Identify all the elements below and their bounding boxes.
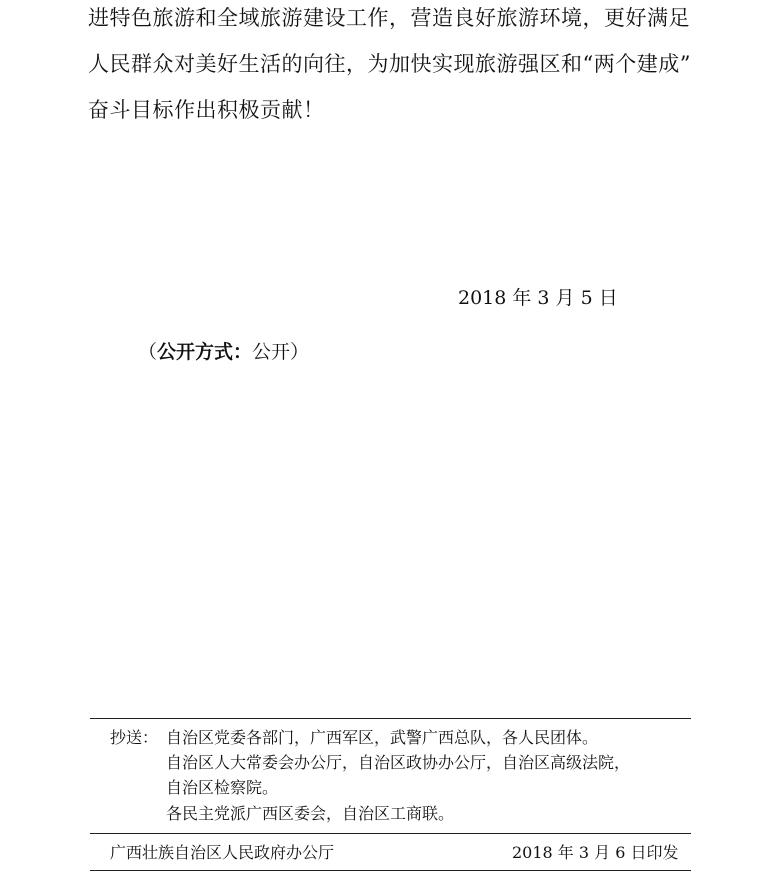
footer-bottom-rule bbox=[90, 870, 691, 871]
issue-date: 2018 年 3 月 6 日印发 bbox=[512, 843, 679, 862]
disclosure-value: 公开 bbox=[252, 341, 291, 363]
cc-recipients-line: 自治区党委各部门，广西军区，武警广西总队，各人民团体。 bbox=[166, 728, 599, 747]
cc-recipients-line: 自治区检察院。 bbox=[166, 778, 279, 797]
cc-label: 抄送： bbox=[110, 728, 159, 747]
cc-recipients-line: 各民主党派广西区委会，自治区工商联。 bbox=[166, 804, 455, 823]
cc-top-rule bbox=[90, 718, 691, 719]
body-text-line: 人民群众对美好生活的向往，为加快实现旅游强区和“两个建成” bbox=[88, 52, 691, 76]
disclosure-open-paren: （ bbox=[138, 341, 158, 363]
body-text-line: 奋斗目标作出积极贡献！ bbox=[88, 98, 325, 122]
footer-top-rule bbox=[90, 833, 691, 834]
disclosure-label: 公开方式： bbox=[157, 341, 253, 363]
issuing-office: 广西壮族自治区人民政府办公厅 bbox=[110, 843, 335, 862]
body-text-line: 进特色旅游和全域旅游建设工作，营造良好旅游环境，更好满足 bbox=[88, 6, 690, 30]
disclosure-method bbox=[138, 338, 309, 366]
signature-date: 2018 年 3 月 5 日 bbox=[458, 287, 618, 309]
disclosure-close-paren: ） bbox=[290, 341, 310, 363]
cc-recipients-line: 自治区人大常委会办公厅，自治区政协办公厅，自治区高级法院， bbox=[166, 753, 631, 772]
